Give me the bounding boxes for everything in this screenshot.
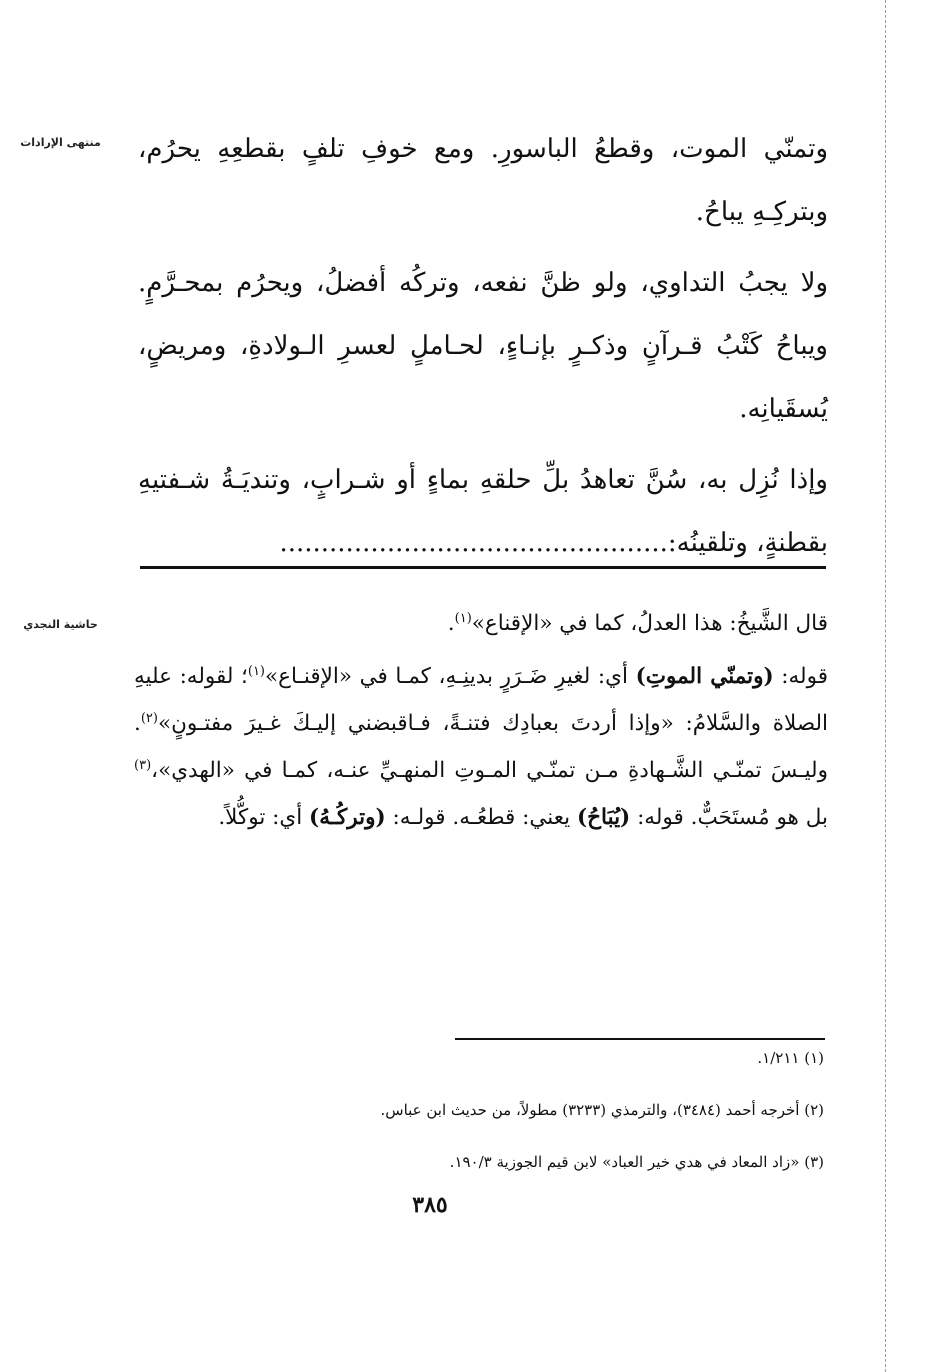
quoted-phrase-yubah: (يُبَاحُ) — [576, 805, 631, 830]
footnote-ref-1b: (١) — [247, 663, 265, 679]
footnote-separator-rule — [455, 1038, 825, 1040]
footnote-1: (١) ١/٢١١. — [757, 1049, 824, 1067]
sharh-segment-4: بل هو مُستَحَبٌّ. قوله: — [630, 805, 828, 830]
matn-paragraph-3 — [138, 449, 828, 575]
quoted-phrase-tarkuh: (وتركُـهُ) — [309, 805, 386, 830]
sharh-segment-end: أي: توكُّلاً. — [218, 805, 310, 830]
matn-text — [138, 118, 828, 575]
sharh-paragraph-1 — [134, 600, 828, 647]
sharh-paragraph-1-text: قال الشَّيخُ: هذا العدلُ، كما في «الإقناع» — [471, 611, 828, 636]
margin-label-sharh: حاشية النجدي — [23, 618, 98, 631]
footnote-2: (٢) أخرجه أحمد (٣٤٨٤)، والترمذي (٣٢٣٣) مطولاً، من حديث ابن عباس. — [380, 1101, 824, 1119]
footnote-ref-3: (٣) — [134, 757, 152, 773]
footnotes — [180, 1045, 824, 1201]
sharh-text — [134, 600, 828, 841]
section-divider-rule — [140, 566, 826, 569]
sharh-segment-1: أي: لغيرِ ضَـرَرٍ بدينِـهِ، كمـا في «الإقنـاع» — [265, 664, 636, 689]
footnote-ref-2: (٢) — [140, 710, 158, 726]
matn-paragraph-3-text: وإذا نُزِل به، سُنَّ تعاهدُ بلِّ حلقهِ بماءٍ أو شـرابٍ، وتنديَـةُ شـفتيهِ بقطنةٍ، وتلقينُه: — [138, 465, 828, 558]
margin-label-matn: منتهى الإرادات — [20, 136, 101, 149]
footnote-3: (٣) «زاد المعاد في هدي خير العباد» لابن قيم الجوزية ١٩٠/٣. — [449, 1153, 824, 1171]
matn-paragraph-1: وتمنّي الموت، وقطعُ الباسورِ. ومع خوفِ تلفٍ بقطعِهِ يحرُم، وبتركِـهِ يباحُ. — [138, 134, 828, 227]
sharh-paragraph-1-end: . — [447, 611, 455, 636]
sharh-intro: قوله: — [773, 664, 828, 689]
matn-continuation-dots: ............................................... — [279, 528, 668, 558]
page-number: ٣٨٥ — [412, 1192, 448, 1218]
footnote-ref-1: (١) — [454, 610, 472, 626]
sharh-paragraph-2 — [134, 653, 828, 841]
sharh-segment-2: ؛ لقوله: عليهِ الصلاة والسَّلامُ: «وإذا أردتَ بعبادِك فتنـةً، فـاقبضني إليـكَ غـيرَ مفتـونٍ» — [134, 664, 828, 736]
quoted-phrase-tamanni: (وتمنّي الموتِ) — [635, 664, 774, 689]
sharh-segment-5: يعني: قطعُـه. قولـه: — [385, 805, 577, 830]
matn-paragraph-2: ولا يجبُ التداوي، ولو ظنَّ نفعه، وتركُه أفضلُ، ويحرُم بمحـرَّمٍ. ويباحُ كَتْبُ قـرآنٍ وذكـرٍ بإنـاءٍ، لحـاملٍ لعسرِ الـولادةِ، ومريضٍ، يُسقَيانِه. — [138, 268, 828, 424]
sharh-segment-3: . وليـسَ تمنّـي الشَّـهادةِ مـن تمنّـي المـوتِ المنهـيِّ عنـه، كمـا في «الهدي»، — [134, 711, 828, 783]
